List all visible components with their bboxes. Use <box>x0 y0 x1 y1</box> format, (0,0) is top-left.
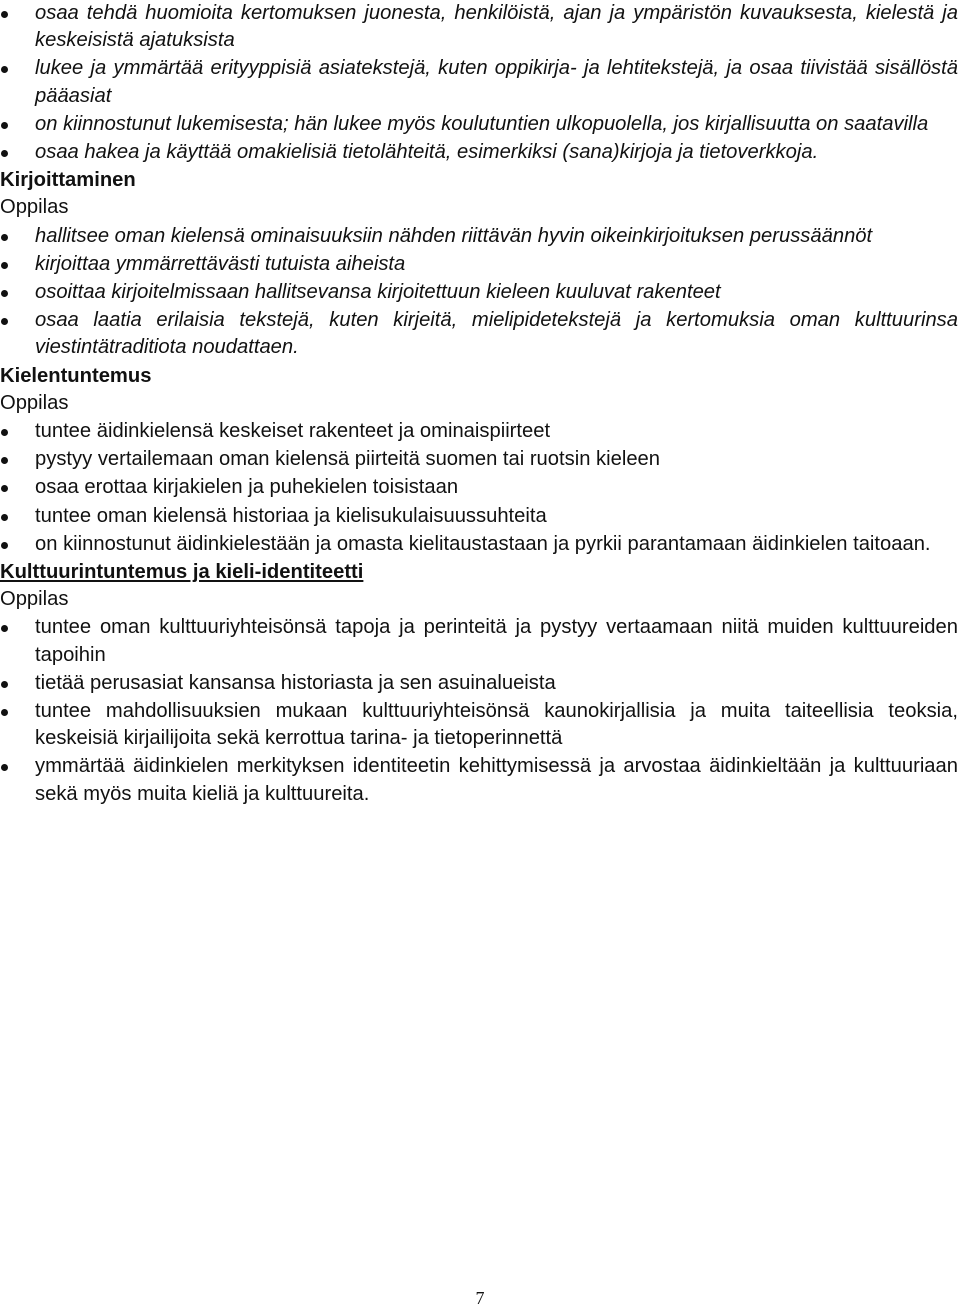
list-item <box>0 531 960 558</box>
list-item-text: osoittaa kirjoitelmissaan hallitsevansa kirjoitettuun kieleen kuuluvat rakenteet <box>35 281 721 304</box>
section-heading: Kielentuntemus <box>0 364 152 387</box>
list-item-text: kirjoittaa ymmärrettävästi tutuista aiheista <box>35 252 406 275</box>
list-item <box>0 446 960 473</box>
bullet-icon <box>1 429 8 436</box>
bullet-icon <box>1 66 8 73</box>
section-subheading: Oppilas <box>0 588 69 611</box>
intro-bullet-list <box>0 0 960 166</box>
list-item <box>0 753 960 807</box>
section-bullet-list <box>0 614 960 807</box>
section-bullet-list <box>0 223 960 362</box>
section-kulttuurintuntemus <box>0 559 960 808</box>
list-item <box>0 307 960 361</box>
bullet-icon <box>1 122 8 129</box>
section-kirjoittaminen <box>0 167 960 361</box>
section-subheading: Oppilas <box>0 391 69 414</box>
bullet-icon <box>1 11 8 18</box>
list-item <box>0 503 960 530</box>
list-item-text: tuntee oman kulttuuriyhteisönsä tapoja ja perinteitä ja pystyy vertaamaan niitä muiden kulttuureiden tapoihin <box>35 616 958 666</box>
list-item <box>0 111 960 138</box>
list-item <box>0 251 960 278</box>
list-item-text: osaa laatia erilaisia tekstejä, kuten kirjeitä, mielipidetekstejä ja kertomuksia oman kulttuurinsa viestintätraditiota noudattaen. <box>35 309 958 359</box>
section-heading: Kirjoittaminen <box>0 169 136 192</box>
section-bullet-list <box>0 418 960 558</box>
list-item <box>0 474 960 501</box>
list-item-text: hallitsee oman kielensä ominaisuuksiin nähden riittävän hyvin oikeinkirjoituksen perussäännöt <box>35 224 873 247</box>
list-item <box>0 55 960 109</box>
list-item <box>0 614 960 668</box>
bullet-icon <box>1 150 8 157</box>
list-item-text: osaa hakea ja käyttää omakielisiä tietolähteitä, esimerkiksi (sana)kirjoja ja tietoverkkoja. <box>35 141 819 164</box>
list-item <box>0 0 960 54</box>
bullet-icon <box>1 262 8 269</box>
list-item <box>0 698 960 752</box>
section-heading: Kulttuurintuntemus ja kieli-identiteetti <box>0 561 364 584</box>
list-item-text: tuntee äidinkielensä keskeiset rakenteet ja ominaispiirteet <box>35 420 551 443</box>
section-subheading: Oppilas <box>0 196 69 219</box>
list-item-text: osaa erottaa kirjakielen ja puhekielen toisistaan <box>35 476 459 499</box>
list-item <box>0 418 960 445</box>
list-item-text: tuntee mahdollisuuksien mukaan kulttuuriyhteisönsä kaunokirjallisia ja muita taiteellisia teoksia, keskeisiä kirjailijoita sekä kerrottua tarina- ja tietoperinnettä <box>35 700 958 750</box>
list-item <box>0 139 960 166</box>
list-item <box>0 279 960 306</box>
bullet-icon <box>1 681 8 688</box>
list-item <box>0 223 960 250</box>
list-item-text: osaa tehdä huomioita kertomuksen juonesta, henkilöistä, ajan ja ympäristön kuvauksesta, kielestä ja keskeisistä ajatuksista <box>35 2 958 52</box>
bullet-icon <box>1 764 8 771</box>
bullet-icon <box>1 709 8 716</box>
list-item-text: tietää perusasiat kansansa historiasta ja sen asuinalueista <box>35 671 556 694</box>
bullet-icon <box>1 625 8 632</box>
section-kielentuntemus <box>0 363 960 558</box>
list-item <box>0 670 960 697</box>
page-number: 7 <box>475 1288 485 1308</box>
bullet-icon <box>1 234 8 241</box>
list-item-text: on kiinnostunut lukemisesta; hän lukee myös koulutuntien ulkopuolella, jos kirjallisuutta on saatavilla <box>35 112 929 135</box>
bullet-icon <box>1 542 8 549</box>
bullet-icon <box>1 290 8 297</box>
list-item-text: pystyy vertailemaan oman kielensä piirteitä suomen tai ruotsin kieleen <box>35 448 661 471</box>
list-item-text: on kiinnostunut äidinkielestään ja omasta kielitaustastaan ja pyrkii parantamaan äidinkielen taitoaan. <box>35 532 931 555</box>
list-item-text: lukee ja ymmärtää erityyppisiä asiatekstejä, kuten oppikirja- ja lehtitekstejä, ja osaa tiivistää sisällöstä pääasiat <box>35 57 958 107</box>
bullet-icon <box>1 318 8 325</box>
bullet-icon <box>1 457 8 464</box>
list-item-text: tuntee oman kielensä historiaa ja kielisukulaisuussuhteita <box>35 504 547 527</box>
bullet-icon <box>1 485 8 492</box>
list-item-text: ymmärtää äidinkielen merkityksen identiteetin kehittymisessä ja arvostaa äidinkieltään ja kulttuuriaan sekä myös muita kieliä ja kulttuureita. <box>35 755 958 805</box>
bullet-icon <box>1 514 8 521</box>
